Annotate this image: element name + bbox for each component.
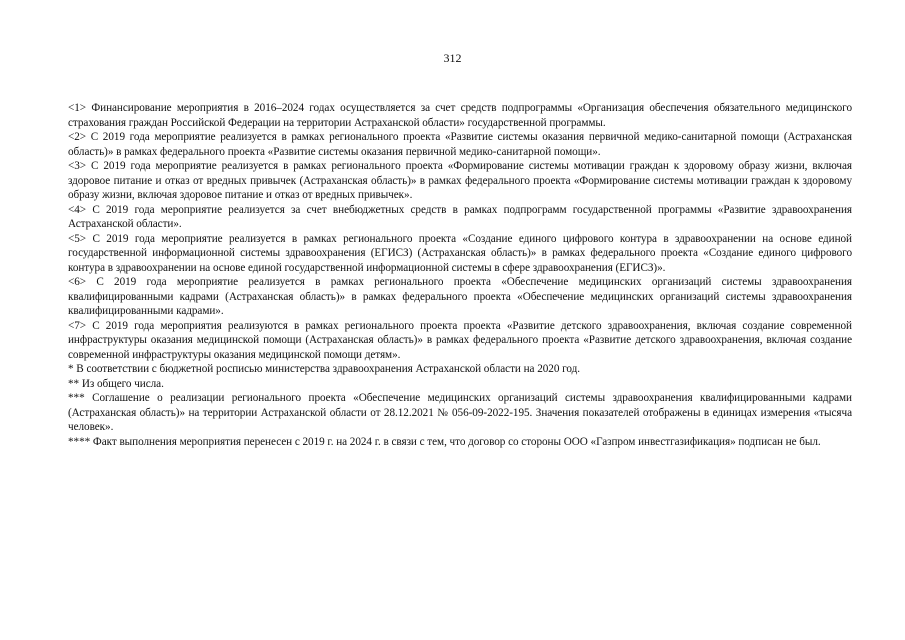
footnotes-block — [68, 101, 852, 449]
page-number: 312 — [443, 51, 462, 65]
footnote-star-2: ** Из общего числа. — [68, 377, 164, 390]
footnote-2: <2> С 2019 года мероприятие реализуется в рамках регионального проекта «Развитие системы оказания первичной медико-санитарной помощи (Астраханская область)» в рамках федерального проекта «Развитие системы оказания первичной медико-санитарной помощи». — [68, 131, 852, 158]
footnote-7: <7> С 2019 года мероприятия реализуются в рамках регионального проекта проекта «Развитие детского здравоохранения, включая создание современной инфраструктуры оказания медицинской помощи (Астраханская область)» в рамках федерального проекта «Развитие детского здравоохранения, включая создание современной инфраструктуры оказания медицинской помощи детям». — [68, 319, 852, 361]
footnote-star-1: * В соответствии с бюджетной росписью министерства здравоохранения Астраханской области на 2020 год. — [68, 363, 580, 375]
footnote-3: <3> С 2019 года мероприятие реализуется в рамках регионального проекта «Формирование системы мотивации граждан к здоровому образу жизни, включая здоровое питание и отказ от вредных привычек (Астраханская область)» в рамках федерального проекта «Формирование системы мотивации граждан к здоровому образу жизни, включая здоровое питание и отказ от вредных привычек». — [68, 160, 852, 201]
footnote-5: <5> С 2019 года мероприятие реализуется в рамках регионального проекта «Создание единого цифрового контура в здравоохранении на основе единой государственной информационной системы здравоохранения (ЕГИСЗ) (Астраханская область)» в рамках федерального проекта «Создание единого цифрового контура в здравоохранении на основе единой государственной информационной системы в сфере здравоохранения (ЕГИСЗ)». — [68, 232, 852, 274]
footnote-1: <1> Финансирование мероприятия в 2016–2024 годах осуществляется за счет средств подпрограммы «Организация обеспечения обязательного медицинского страхования граждан Российской Федерации на территории Астраханской области» государственной программы. — [68, 102, 852, 129]
footnote-6: <6> С 2019 года мероприятие реализуется в рамках регионального проекта «Обеспечение медицинских организаций системы здравоохранения квалифицированными кадрами (Астраханская область)» в рамках федерального проекта «Обеспечение медицинских организаций системы здравоохранения квалифицированными кадрами». — [68, 276, 852, 317]
footnote-star-3: *** Соглашение о реализации регионального проекта «Обеспечение медицинских организаций системы здравоохранения квалифицированными кадрами (Астраханская область)» на территории Астраханской области от 28.12.2021 № 056-09-2022-195. Значения показателей отображены в единицах измерения «тысяча человек». — [68, 392, 852, 433]
footnote-4: <4> С 2019 года мероприятие реализуется за счет внебюджетных средств в рамках подпрограмм государственной программы «Развитие здравоохранения Астраханской области». — [68, 203, 852, 230]
footnote-star-4: **** Факт выполнения мероприятия перенесен с 2019 г. на 2024 г. в связи с тем, что договор со стороны ООО «Газпром инвестгазификация» подписан не был. — [68, 435, 821, 448]
